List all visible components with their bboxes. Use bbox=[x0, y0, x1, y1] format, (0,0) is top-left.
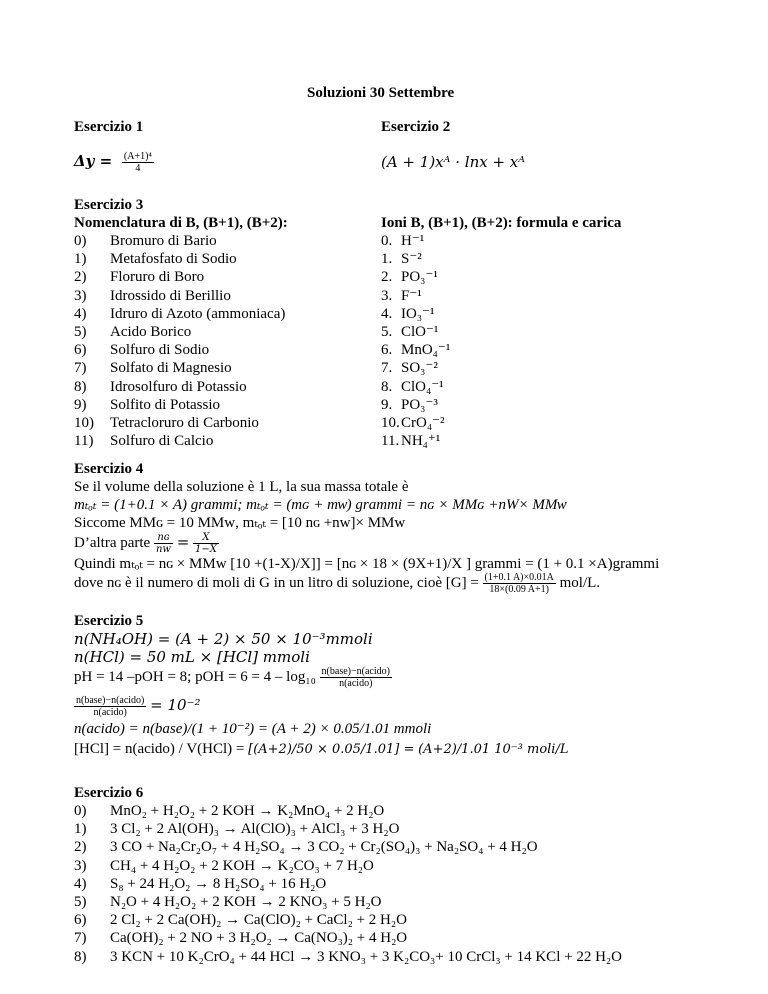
compound-name-item-number: 10) bbox=[74, 414, 94, 431]
ion-formula-item bbox=[381, 232, 681, 250]
compound-name-item bbox=[74, 359, 374, 377]
ion-formula-item-text: F⁻¹ bbox=[401, 287, 422, 304]
compound-name-item bbox=[74, 414, 374, 432]
reaction-item-text: 3 Cl₂ + 2 Al(OH)₃ → Al(ClO)₃ + AlCl₃ + 3 H₂O bbox=[110, 821, 400, 838]
ion-formula-item-number: 9. bbox=[381, 396, 393, 413]
ex5-line-6-bracket: [(A+2)/50 × 0.05/1.01] = bbox=[248, 742, 415, 757]
compound-name-item bbox=[74, 378, 374, 396]
ex1-lhs: Δy = bbox=[74, 152, 113, 170]
ex5-line-6-prefix: [HCl] = n(acido) / V(HCl) = bbox=[74, 741, 245, 757]
compound-name-item-text: Bromuro di Bario bbox=[110, 233, 217, 249]
compound-name-item-text: Idrossido di Berillio bbox=[110, 287, 231, 304]
ion-formula-item-text: CrO₄⁻² bbox=[401, 414, 445, 431]
ex4-fraction-2-den: 1−X bbox=[195, 544, 217, 556]
compound-name-item-text: Solfuro di Calcio bbox=[110, 433, 214, 450]
ion-formula-item-text: ClO⁻¹ bbox=[401, 323, 439, 340]
compound-name-item-text: Tetracloruro di Carbonio bbox=[110, 414, 259, 431]
reaction-item-number: 1) bbox=[74, 821, 87, 838]
reaction-item-text: Ca(OH)₂ + 2 NO + 3 H₂O₂ → Ca(NO₃)₂ + 4 H₂O bbox=[110, 930, 408, 947]
page-title: Soluzioni 30 Settembre bbox=[307, 85, 455, 101]
ion-formula-item-number: 11. bbox=[381, 433, 400, 450]
reaction-item bbox=[74, 948, 754, 966]
ion-formula-item-number: 8. bbox=[381, 378, 393, 395]
ex3-heading: Esercizio 3 bbox=[74, 197, 144, 213]
ex3-names-heading: Nomenclatura di B, (B+1), (B+2): bbox=[74, 215, 288, 231]
ion-formula-item bbox=[381, 414, 681, 432]
ion-formula-item bbox=[381, 378, 681, 396]
reaction-item-text: S₈ + 24 H₂O₂ → 8 H₂SO₄ + 16 H₂O bbox=[110, 875, 327, 892]
compound-name-item bbox=[74, 250, 374, 268]
ex4-line-4: D’altra parte $\frac{\text{nɢ}}{\text{nᴡ}}$ = $\frac{X}{1-X}$ bbox=[74, 532, 217, 556]
ex1-fraction bbox=[122, 151, 154, 174]
compound-name-item-number: 3) bbox=[74, 287, 87, 304]
compound-name-item bbox=[74, 323, 374, 341]
ex6-heading: Esercizio 6 bbox=[74, 785, 144, 801]
reaction-item-number: 7) bbox=[74, 930, 87, 947]
compound-name-item bbox=[74, 232, 374, 250]
reaction-item bbox=[74, 911, 754, 929]
ex5-log-num: n(base)−n(acido) bbox=[321, 666, 390, 678]
ion-formula-item-text: PO₃⁻¹ bbox=[401, 269, 438, 286]
compound-name-item bbox=[74, 287, 374, 305]
ex4-fraction-2-num: X bbox=[193, 532, 219, 544]
compound-name-item-text: Idrosolfuro di Potassio bbox=[110, 378, 247, 395]
reaction-item bbox=[74, 802, 754, 820]
ex4-fraction-2 bbox=[193, 532, 219, 555]
ion-formula-item-text: MnO₄⁻¹ bbox=[401, 342, 451, 359]
ion-formula-item-text: SO₃⁻² bbox=[401, 360, 438, 377]
reaction-item-text: CH₄ + 4 H₂O₂ + 2 KOH → K₂CO₃ + 7 H₂O bbox=[110, 857, 374, 874]
ex2-formula: (A + 1)xᴬ · lnx + xᴬ bbox=[381, 153, 526, 171]
ex5-log-fraction bbox=[320, 666, 392, 689]
ion-formula-item bbox=[381, 268, 681, 286]
ion-formula-item bbox=[381, 432, 681, 450]
ion-formula-item-number: 3. bbox=[381, 287, 393, 304]
ion-formula-item bbox=[381, 359, 681, 377]
ion-formula-item-text: NH₄⁺¹ bbox=[401, 433, 441, 450]
compound-name-item-number: 6) bbox=[74, 342, 87, 359]
ex5-ratio-rhs: = 10⁻² bbox=[150, 696, 201, 714]
compound-name-item bbox=[74, 432, 374, 450]
reaction-item-text: MnO₂ + H₂O₂ + 2 KOH → K₂MnO₄ + 2 H₂O bbox=[110, 803, 385, 819]
ex5-ratio-den: n(acido) bbox=[93, 707, 127, 719]
compound-name-item-text: Acido Borico bbox=[110, 323, 192, 340]
compound-name-item-number: 1) bbox=[74, 251, 87, 268]
ex5-line-3-prefix: pH = 14 –pOH = 8; pOH = 6 = 4 – log₁₀ bbox=[74, 669, 316, 685]
ion-formula-item bbox=[381, 250, 681, 268]
ex4-line-1: Se il volume della soluzione è 1 L, la sua massa totale è bbox=[74, 479, 409, 495]
reaction-item-number: 3) bbox=[74, 857, 87, 874]
ion-formula-item bbox=[381, 341, 681, 359]
ion-formula-item-number: 0. bbox=[381, 233, 393, 249]
reaction-item bbox=[74, 929, 754, 947]
ex4-concentration-den: 18×(0.09 A+1) bbox=[489, 584, 549, 596]
ion-formula-item-text: H⁻¹ bbox=[401, 233, 425, 249]
ion-formula-item-text: ClO₄⁻¹ bbox=[401, 378, 444, 395]
ex4-line-6 bbox=[74, 570, 600, 596]
ex5-line-6-suffix: (A+2)/1.01 10⁻³ moli/L bbox=[418, 742, 569, 757]
ex4-concentration-fraction bbox=[483, 572, 556, 595]
compound-name-item-text: Solfato di Magnesio bbox=[110, 360, 232, 377]
compound-name-item-number: 7) bbox=[74, 360, 87, 377]
ex6-reactions-list bbox=[74, 802, 754, 966]
ex4-line-5: Quindi mₜₒₜ = nɢ × MMᴡ [10 +(1-X)/X]] = [nɢ × 18 × (9X+1)/X ] grammi = (1 + 0.1 ×A)grammi bbox=[74, 556, 660, 572]
ion-formula-item-number: 6. bbox=[381, 342, 393, 359]
compound-name-item-text: Solfito di Potassio bbox=[110, 396, 221, 413]
ex5-ratio-num: n(base)−n(acido) bbox=[76, 695, 145, 707]
ex4-line-2: mₜₒₜ = (1+0.1 × A) grammi; mₜₒₜ = (mɢ + mᴡ) grammi = nɢ × MMɢ +nW× MMᴡ bbox=[74, 497, 567, 513]
ion-formula-item-number: 4. bbox=[381, 305, 393, 322]
ex5-ratio-fraction bbox=[74, 695, 146, 718]
compound-name-item-text: Metafosfato di Sodio bbox=[110, 251, 237, 268]
reaction-item bbox=[74, 857, 754, 875]
ex4-line-4-prefix: D’altra parte bbox=[74, 535, 151, 551]
ion-formula-item-text: S⁻² bbox=[401, 251, 422, 268]
reaction-item-text: N₂O + 4 H₂O₂ + 2 KOH → 2 KNO₃ + 5 H₂O bbox=[110, 893, 382, 910]
ion-formula-item bbox=[381, 287, 681, 305]
ex5-log-den: n(acido) bbox=[339, 678, 373, 690]
ion-formula-item-number: 10. bbox=[381, 414, 400, 431]
compound-name-item bbox=[74, 305, 374, 323]
ex5-line-1: n(NH₄OH) = (A + 2) × 50 × 10⁻³mmoli bbox=[74, 630, 373, 648]
ion-formula-item-text: IO₃⁻¹ bbox=[401, 305, 435, 322]
ex2-heading: Esercizio 2 bbox=[381, 119, 451, 135]
reaction-item-number: 8) bbox=[74, 948, 87, 965]
ex3-ions-list bbox=[381, 232, 681, 450]
ion-formula-item-number: 2. bbox=[381, 269, 393, 286]
compound-name-item-number: 2) bbox=[74, 269, 87, 286]
compound-name-item bbox=[74, 396, 374, 414]
ion-formula-item-number: 7. bbox=[381, 360, 393, 377]
reaction-item-number: 2) bbox=[74, 839, 87, 856]
ex4-fraction-1 bbox=[154, 532, 173, 555]
ex4-line-3: Siccome MMɢ = 10 MMᴡ, mₜₒₜ = [10 nɢ +nᴡ]× MMᴡ bbox=[74, 515, 406, 531]
reaction-item-number: 6) bbox=[74, 912, 87, 929]
compound-name-item-number: 5) bbox=[74, 323, 87, 340]
compound-name-item-number: 11) bbox=[74, 433, 94, 450]
compound-name-item-number: 4) bbox=[74, 305, 87, 322]
compound-name-item-text: Floruro di Boro bbox=[110, 269, 205, 286]
compound-name-item-number: 8) bbox=[74, 378, 87, 395]
ex5-line-5: n(acido) = n(base)/(1 + 10⁻²) = (A + 2) × 0.05/1.01 mmoli bbox=[74, 721, 432, 737]
compound-name-item-text: Solfuro di Sodio bbox=[110, 342, 210, 359]
compound-name-item bbox=[74, 341, 374, 359]
ion-formula-item bbox=[381, 305, 681, 323]
reaction-item-text: 2 Cl₂ + 2 Ca(OH)₂ → Ca(ClO)₂ + CaCl₂ + 2 H₂O bbox=[110, 912, 407, 929]
ex3-names-list bbox=[74, 232, 374, 450]
ion-formula-item-number: 1. bbox=[381, 251, 393, 268]
ex5-heading: Esercizio 5 bbox=[74, 613, 144, 629]
ion-formula-item-text: PO₃⁻³ bbox=[401, 396, 438, 413]
compound-name-item-text: Idruro di Azoto (ammoniaca) bbox=[110, 305, 286, 322]
reaction-item-number: 0) bbox=[74, 803, 87, 819]
ex4-line-6-prefix: dove nɢ è il numero di moli di G in un litro di soluzione, cioè [G] = bbox=[74, 575, 479, 591]
reaction-item-number: 5) bbox=[74, 893, 87, 910]
compound-name-item-number: 0) bbox=[74, 233, 87, 249]
ex1-heading: Esercizio 1 bbox=[74, 119, 144, 135]
ex1-denominator: 4 bbox=[135, 163, 141, 175]
ex4-concentration-num: (1+0.1 A)×0.01A bbox=[484, 572, 554, 584]
reaction-item bbox=[74, 820, 754, 838]
ex4-fraction-1-den: nᴡ bbox=[155, 544, 171, 556]
reaction-item-text: 3 CO + Na₂Cr₂O₇ + 4 H₂SO₄ → 3 CO₂ + Cr₂(SO₄)₃ + Na₂SO₄ + 4 H₂O bbox=[110, 839, 538, 856]
ex3-ions-heading: Ioni B, (B+1), (B+2): formula e carica bbox=[381, 215, 622, 231]
compound-name-item-number: 9) bbox=[74, 396, 87, 413]
reaction-item bbox=[74, 838, 754, 856]
ex5-line-6 bbox=[74, 740, 568, 759]
ion-formula-item bbox=[381, 323, 681, 341]
reaction-item-number: 4) bbox=[74, 875, 87, 892]
reaction-item bbox=[74, 875, 754, 893]
ion-formula-item-number: 5. bbox=[381, 323, 393, 340]
ex5-line-4 bbox=[74, 692, 201, 719]
ex4-heading: Esercizio 4 bbox=[74, 461, 144, 477]
reaction-item-text: 3 KCN + 10 K₂CrO₄ + 44 HCl → 3 KNO₃ + 3 K₂CO₃+ 10 CrCl₃ + 14 KCl + 22 H₂O bbox=[110, 948, 622, 965]
ex1-numerator: (A+1)⁴ bbox=[123, 151, 152, 163]
reaction-item bbox=[74, 893, 754, 911]
ion-formula-item bbox=[381, 396, 681, 414]
ex5-line-2: n(HCl) = 50 mL × [HCl] mmoli bbox=[74, 648, 310, 666]
ex5-line-3 bbox=[74, 664, 392, 690]
ex1-formula bbox=[74, 148, 154, 175]
ex4-fraction-1-num: nɢ bbox=[154, 532, 173, 544]
compound-name-item bbox=[74, 268, 374, 286]
ex4-line-6-suffix: mol/L. bbox=[559, 575, 601, 591]
